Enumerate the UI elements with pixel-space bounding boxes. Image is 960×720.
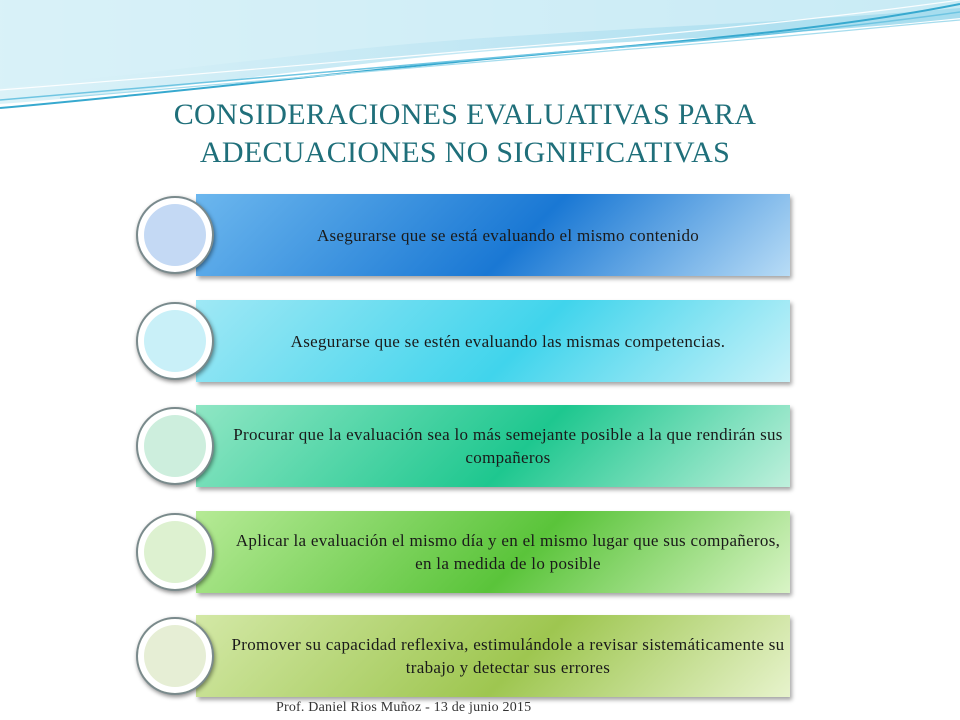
list-item-text-area <box>196 405 790 487</box>
list-item-text-area <box>196 511 790 593</box>
slide-title-line-2: ADECUACIONES NO SIGNIFICATIVAS <box>199 136 731 169</box>
list-item-4 <box>136 511 790 595</box>
list-item-5 <box>136 615 790 699</box>
list-item-1 <box>136 194 790 278</box>
list-item-text: Asegurarse que se está evaluando el mismo contenido <box>316 225 700 245</box>
list-item-2 <box>136 300 790 384</box>
slide-title-line-1: CONSIDERACIONES EVALUATIVAS PARA <box>173 98 757 131</box>
list-item-text-area <box>196 615 790 697</box>
list-item-3 <box>136 405 790 489</box>
list-item-text: Aplicar la evaluación el mismo día y en el mismo lugar que sus compañeros, en la medida de lo posible <box>235 531 781 573</box>
list-item-text: Procurar que la evaluación sea lo más semejante posible a la que rendirán sus compañeros <box>233 425 783 467</box>
list-item-text-area <box>196 300 790 382</box>
slide-title <box>0 96 930 172</box>
footer-credit: Prof. Daniel Rios Muñoz - 13 de junio 2015 <box>276 700 532 715</box>
list-item-text-area <box>196 194 790 276</box>
list-item-text: Asegurarse que se estén evaluando las mismas competencias. <box>290 331 726 351</box>
list-item-text: Promover su capacidad reflexiva, estimulándole a revisar sistemáticamente su trabajo y detectar sus errores <box>231 635 785 677</box>
